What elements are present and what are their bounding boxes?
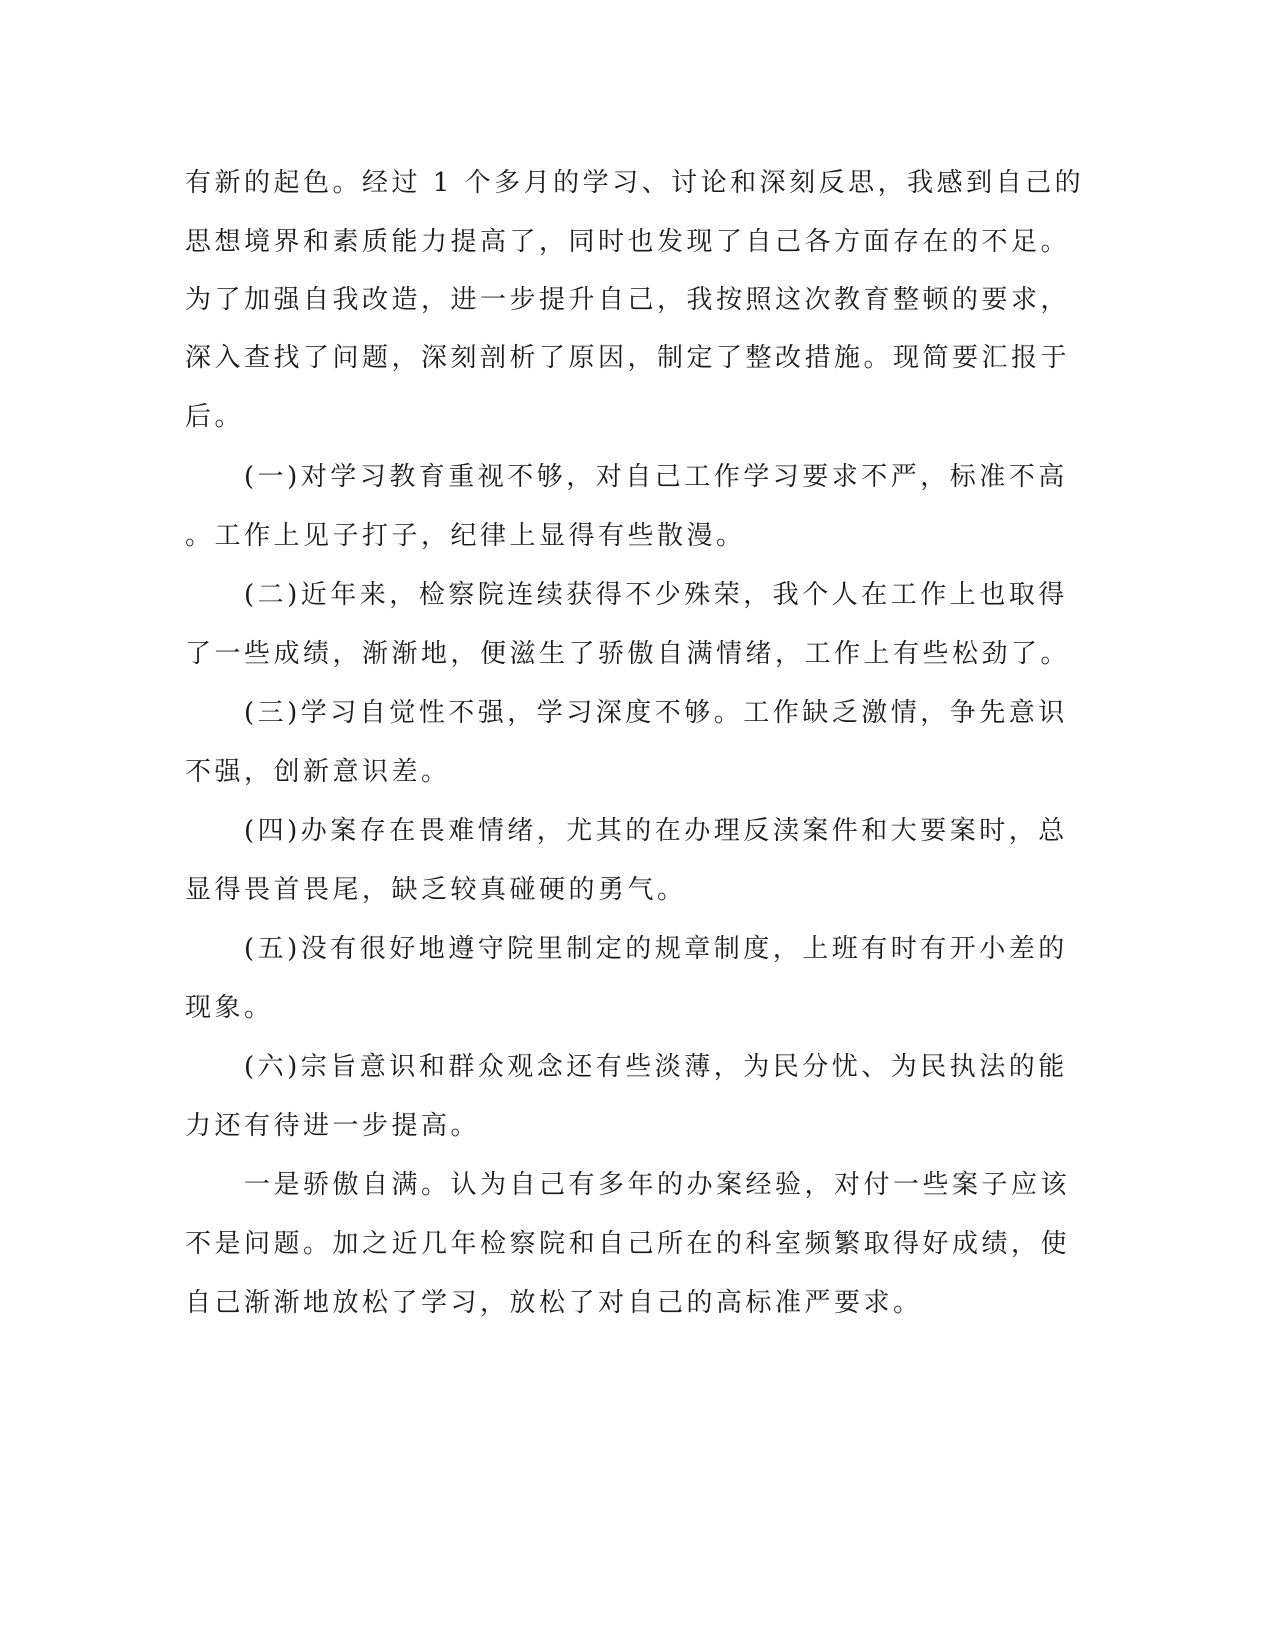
text-line: 力还有待进一步提高。 xyxy=(185,1111,481,1141)
text-line: 深入查找了问题，深刻剖析了原因，制定了整改措施。现简要汇报于 xyxy=(185,343,1071,373)
text-line: 有新的起色。经过 1 个多月的学习、讨论和深刻反思，我感到自己的 xyxy=(185,168,1085,198)
text-line: 显得畏首畏尾，缺乏较真碰硬的勇气。 xyxy=(185,875,687,905)
item-4-line: (四)办案存在畏难情绪，尤其的在办理反渎案件和大要案时，总 xyxy=(185,816,1068,846)
item-6-line: (六)宗旨意识和群众观念还有些淡薄，为民分忧、为民执法的能 xyxy=(185,1052,1068,1082)
text-line: 思想境界和素质能力提高了，同时也发现了自己各方面存在的不足。 xyxy=(185,227,1071,257)
text-line: 了一些成绩，渐渐地，便滋生了骄傲自满情绪，工作上有些松劲了。 xyxy=(185,639,1071,669)
text-line: 为了加强自我改造，进一步提升自己，我按照这次教育整顿的要求， xyxy=(185,285,1071,315)
text-line: 不强，创新意识差。 xyxy=(185,757,451,787)
text-line: 。工作上见子打子，纪律上显得有些散漫。 xyxy=(185,521,746,551)
text-line: 不是问题。加之近几年检察院和自己所在的科室频繁取得好成绩，使 xyxy=(185,1229,1071,1259)
reason-1-line: 一是骄傲自满。认为自己有多年的办案经验，对付一些案子应该 xyxy=(185,1170,1071,1200)
item-2-line: (二)近年来，检察院连续获得不少殊荣，我个人在工作上也取得 xyxy=(185,580,1068,610)
item-5-line: (五)没有很好地遵守院里制定的规章制度，上班有时有开小差的 xyxy=(185,934,1068,964)
text-line: 现象。 xyxy=(185,993,274,1023)
text-line: 自己渐渐地放松了学习，放松了对自己的高标准严要求。 xyxy=(185,1288,923,1318)
item-3-line: (三)学习自觉性不强，学习深度不够。工作缺乏激情，争先意识 xyxy=(185,698,1068,728)
item-1-line: (一)对学习教育重视不够，对自己工作学习要求不严，标准不高 xyxy=(185,462,1068,492)
text-line: 后。 xyxy=(185,402,245,432)
